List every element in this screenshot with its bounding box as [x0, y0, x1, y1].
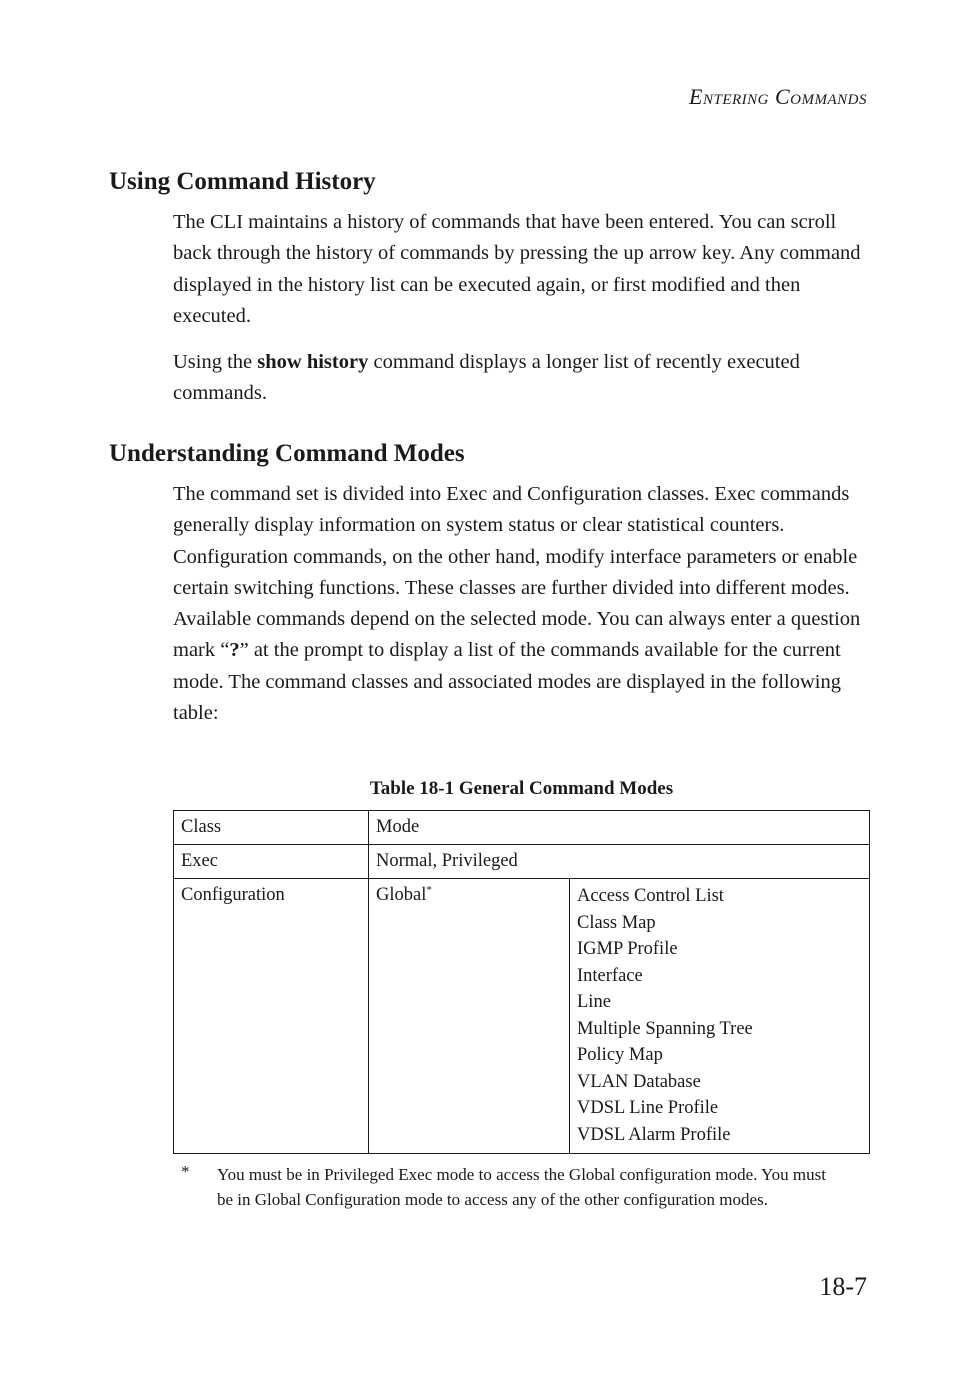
footnote-mark: *: [181, 1162, 190, 1181]
exec-mode-cell: Normal, Privileged: [369, 845, 870, 879]
configuration-mode-cell: [369, 879, 570, 1154]
list-item: VLAN Database: [577, 1071, 701, 1092]
show-history-command: show history: [257, 351, 369, 373]
global-mode-label: Global: [376, 885, 427, 905]
command-modes-table: [173, 810, 870, 1154]
header-class-cell: Class: [174, 811, 369, 845]
table-row-configuration: [174, 879, 870, 1154]
list-item: Policy Map: [577, 1045, 663, 1065]
footnote-text: You must be in Privileged Exec mode to access the Global configuration mode. You must be in Global Configuration mode to access any of the other configuration modes.: [217, 1165, 826, 1209]
page-number: 18-7: [819, 1272, 867, 1301]
table-header-row: [174, 811, 870, 845]
list-item: Multiple Spanning Tree: [577, 1018, 753, 1039]
section-heading-command-modes: Understanding Command Modes: [109, 440, 465, 467]
header-mode-cell: Mode: [369, 811, 870, 845]
list-item: VDSL Alarm Profile: [577, 1124, 731, 1145]
configuration-submodes-cell: [570, 879, 870, 1154]
paragraph-show-history-suffix: command displays a longer list of recently executed commands.: [173, 351, 800, 405]
list-item: IGMP Profile: [577, 939, 678, 959]
list-item: Class Map: [577, 912, 656, 933]
paragraph-command-history: The CLI maintains a history of commands that have been entered. You can scroll back through the history of commands by pressing the up arrow key. Any command displayed in the history list can be executed again, or first modified and then executed.: [173, 211, 861, 327]
submode-list: [577, 883, 862, 1148]
configuration-class-cell: Configuration: [174, 879, 369, 1154]
list-item: VDSL Line Profile: [577, 1098, 719, 1118]
section-heading-command-history: Using Command History: [109, 168, 376, 195]
paragraph-command-modes-part1: The command set is divided into Exec and Configuration classes. Exec commands generally display information on system status or clear statistical counters. Configuration commands, on the other hand, modify interface parameters or enable certain switching functions. These classes are further divided into different modes. Available commands depend on the selected mode. You can always enter a question mark “: [173, 483, 861, 662]
table-caption: Table 18-1 General Command Modes: [369, 778, 674, 799]
running-header: Entering Commands: [689, 84, 867, 109]
question-mark-symbol: ?: [229, 639, 240, 662]
paragraph-command-modes: [173, 479, 868, 729]
table-row-exec: [174, 845, 870, 879]
exec-class-cell: Exec: [174, 845, 369, 879]
footnote-reference-mark: *: [426, 883, 432, 896]
list-item: Access Control List: [577, 886, 724, 906]
paragraph-show-history-prefix: Using the: [173, 351, 258, 373]
list-item: Interface: [577, 965, 643, 986]
list-item: Line: [577, 992, 611, 1012]
paragraph-show-history: [173, 347, 868, 410]
paragraph-command-modes-part2: ” at the prompt to display a list of the commands available for the current mode. The command classes and associated modes are displayed in the following table:: [173, 639, 841, 725]
